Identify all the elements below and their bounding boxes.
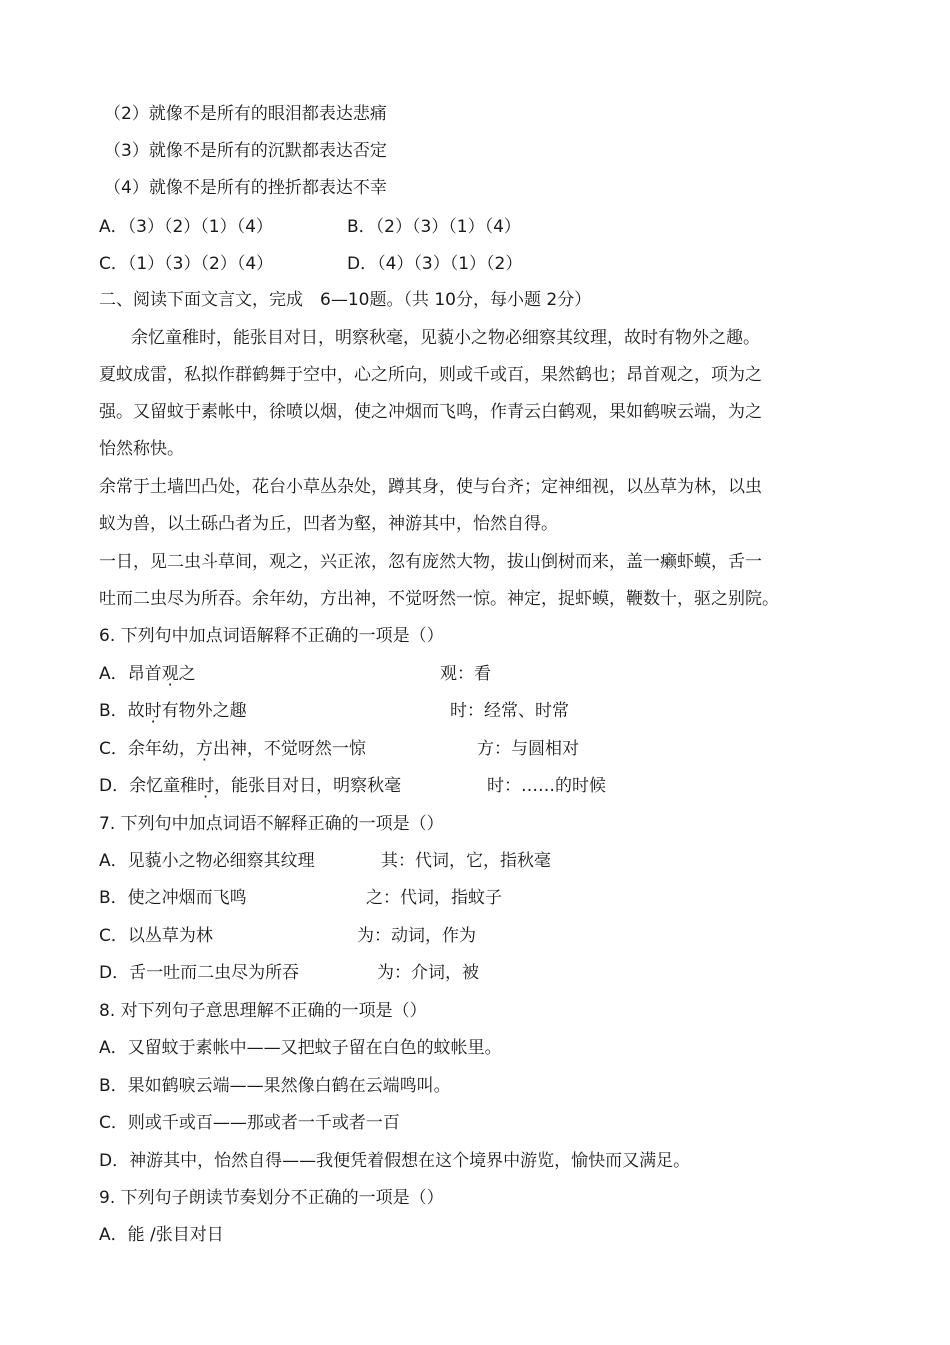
q6-answer-d: 时：……的时候 xyxy=(487,776,606,796)
q8-option-c: C．则或千或百——那或者一千或者一百 xyxy=(99,1113,400,1133)
top-option-line: （2）就像不是所有的眼泪都表达悲痛 xyxy=(104,104,387,124)
q7-option-d: D．舌一吐而二虫尽为所吞 xyxy=(99,963,300,983)
option-text: 出神，不觉呀然一惊 xyxy=(212,739,366,759)
top-option-line: （3）就像不是所有的沉默都表达否定 xyxy=(104,141,387,161)
q9-option-a: A．能 /张目对日 xyxy=(99,1225,224,1245)
dotted-word: 观 xyxy=(161,664,179,684)
top-choice-d: D．（4）（3）（1）（2） xyxy=(347,254,523,274)
passage-line: 一日，见二虫斗草间，观之，兴正浓，忽有庞然大物，拔山倒树而来，盖一癞虾蟆，舌一 xyxy=(99,552,762,572)
option-text: C．余年幼， xyxy=(99,739,196,759)
q6-option-d xyxy=(99,775,401,797)
question-9-stem: 9. 下列句子朗读节奏划分不正确的一项是（） xyxy=(99,1188,444,1208)
q6-answer-a: 观：看 xyxy=(440,664,491,684)
q6-option-c xyxy=(99,738,366,760)
q7-option-c: C．以丛草为林 xyxy=(99,926,213,946)
question-6-stem: 6. 下列句中加点词语解释不正确的一项是（） xyxy=(99,626,444,646)
option-text: B．故 xyxy=(99,701,145,721)
q8-option-b: B．果如鹤唳云端——果然像白鹤在云端鸣叫。 xyxy=(99,1076,451,1096)
passage-line: 怡然称快。 xyxy=(99,439,184,459)
q6-answer-b: 时：经常、时常 xyxy=(450,701,569,721)
dotted-word: 方 xyxy=(195,739,213,759)
question-7-stem: 7. 下列句中加点词语不解释正确的一项是（） xyxy=(99,814,444,834)
top-choice-a: A．（3）（2）（1）（4） xyxy=(99,217,273,237)
dotted-word: 时 xyxy=(144,701,162,721)
option-text: 有物外之趣 xyxy=(161,701,247,721)
q6-option-a xyxy=(99,663,196,685)
q7-answer-a: 其：代词，它，指秋毫 xyxy=(381,851,551,871)
q7-answer-c: 为：动词，作为 xyxy=(357,926,476,946)
q8-option-d: D．神游其中，怡然自得——我便凭着假想在这个境界中游览，愉快而又满足。 xyxy=(99,1151,691,1171)
top-option-line: （4）就像不是所有的挫折都表达不幸 xyxy=(104,178,387,198)
q7-answer-b: 之：代词，指蚊子 xyxy=(366,888,502,908)
option-text: A．昂首 xyxy=(99,664,162,684)
passage-line: 强。又留蚊于素帐中，徐喷以烟，使之冲烟而飞鸣，作青云白鹤观，果如鹤唳云端，为之 xyxy=(99,402,762,422)
top-choice-b: B．（2）（3）（1）（4） xyxy=(347,217,521,237)
passage-line: 余常于土墙凹凸处，花台小草丛杂处，蹲其身，使与台齐；定神细视，以丛草为林，以虫 xyxy=(99,477,762,497)
option-text: D．余忆童稚 xyxy=(99,776,198,796)
option-text: 之 xyxy=(178,664,196,684)
passage-line: 夏蚊成雷，私拟作群鹤舞于空中，心之所向，则或千或百，果然鹤也；昂首观之，项为之 xyxy=(99,365,762,385)
dotted-word: 时 xyxy=(197,776,215,796)
q6-option-b xyxy=(99,700,247,722)
q7-option-b: B．使之冲烟而飞鸣 xyxy=(99,888,247,908)
passage-line: 余忆童稚时，能张目对日，明察秋毫，见藐小之物必细察其纹理，故时有物外之趣。 xyxy=(131,328,760,348)
passage-line: 吐而二虫尽为所吞。余年幼，方出神，不觉呀然一惊。神定，捉虾蟆，鞭数十，驱之别院。 xyxy=(99,589,779,609)
q6-answer-c: 方：与圆相对 xyxy=(477,739,579,759)
section-heading: 二、阅读下面文言文，完成 6—10题。（共 10分，每小题 2分） xyxy=(99,290,592,310)
top-choice-c: C．（1）（3）（2）（4） xyxy=(99,254,274,274)
passage-line: 蚁为兽，以土砾凸者为丘，凹者为壑，神游其中，怡然自得。 xyxy=(99,514,558,534)
q8-option-a: A．又留蚊于素帐中——又把蚊子留在白色的蚊帐里。 xyxy=(99,1038,502,1058)
question-8-stem: 8. 对下列句子意思理解不正确的一项是（） xyxy=(99,1001,427,1021)
q7-option-a: A．见藐小之物必细察其纹理 xyxy=(99,851,315,871)
option-text: ，能张目对日，明察秋毫 xyxy=(214,776,402,796)
q7-answer-d: 为：介词，被 xyxy=(377,963,479,983)
